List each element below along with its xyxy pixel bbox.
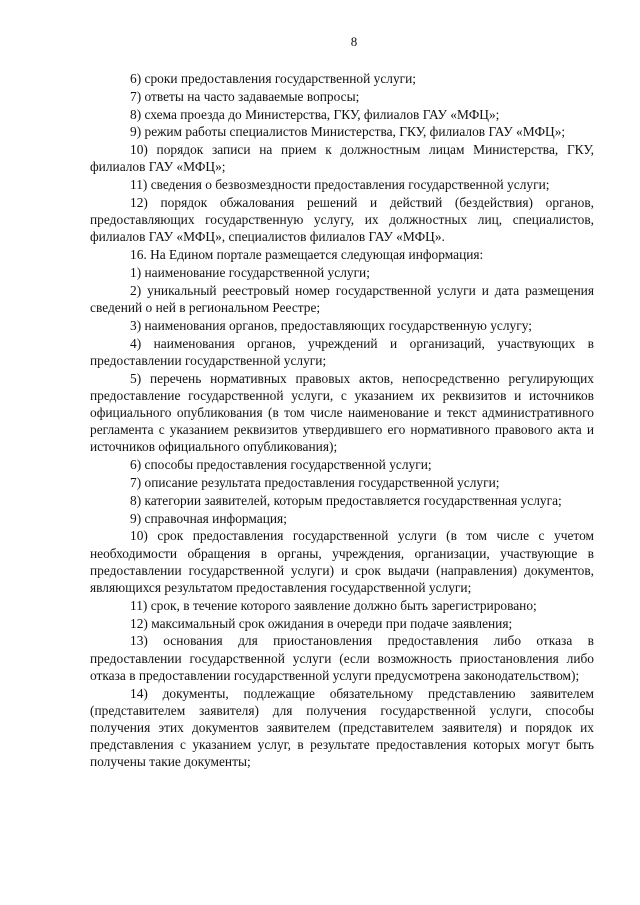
paragraph: 5) перечень нормативных правовых актов, непосредственно регулирующих предоставление государственной услуги, с указанием их реквизитов и источников официального опубликования (в том числе наименование и текст административного регламента с указанием реквизитов утвердившего его нормативного правового акта и источников официального опубликования);	[90, 370, 594, 455]
paragraph: 7) ответы на часто задаваемые вопросы;	[130, 88, 360, 104]
paragraph: 12) максимальный срок ожидания в очереди при подаче заявления;	[130, 615, 513, 631]
page-number: 8	[350, 34, 358, 49]
paragraph: 7) описание результата предоставления государственной услуги;	[130, 474, 500, 490]
paragraph: 1) наименование государственной услуги;	[130, 264, 370, 280]
paragraph: 14) документы, подлежащие обязательному представлению заявителем (представителем заявителя) для получения государственной услуги, способы получения этих документов заявителем (представителем заявителя) и порядок их представления с указанием услуг, в результате предоставления которых могут быть получены такие документы;	[90, 685, 594, 770]
paragraph: 9) режим работы специалистов Министерства, ГКУ, филиалов ГАУ «МФЦ»;	[130, 124, 566, 140]
paragraph: 6) сроки предоставления государственной услуги;	[130, 71, 417, 86]
paragraph: 16. На Едином портале размещается следующая информация:	[130, 247, 484, 263]
paragraph: 10) срок предоставления государственной услуги (в том числе с учетом необходимости обращения в органы, учреждения, организации, участвующие в предоставлении государственной услуги) и срок выдачи (направления) документов, являющихся результатом предоставления государственной услуги;	[90, 528, 594, 595]
paragraph: 8) категории заявителей, которым предоставляется государственная услуга;	[130, 492, 562, 508]
paragraph: 4) наименования органов, учреждений и организаций, участвующих в предоставлении государственной услуги;	[90, 335, 594, 368]
paragraph: 10) порядок записи на прием к должностным лицам Министерства, ГКУ, филиалов ГАУ «МФЦ»;	[90, 142, 594, 175]
paragraph: 12) порядок обжалования решений и действий (бездействия) органов, предоставляющих государственную услугу, их должностных лиц, специалистов, филиалов ГАУ «МФЦ», специалистов филиалов ГАУ «МФЦ».	[90, 194, 594, 245]
paragraph: 9) справочная информация;	[130, 510, 287, 526]
paragraph: 13) основания для приостановления предоставления либо отказа в предоставлении государственной услуги (если возможность приостановления либо отказа в предоставлении государственной услуги предусмотрена законодательством);	[90, 633, 594, 683]
document-body	[90, 70, 594, 771]
paragraph: 11) сведения о безвозмездности предоставления государственной услуги;	[130, 177, 550, 193]
paragraph: 2) уникальный реестровый номер государственной услуги и дата размещения сведений о ней в региональном Реестре;	[90, 282, 594, 315]
paragraph: 8) схема проезда до Министерства, ГКУ, филиалов ГАУ «МФЦ»;	[130, 106, 500, 122]
paragraph: 11) срок, в течение которого заявление должно быть зарегистрировано;	[130, 597, 537, 613]
paragraph: 6) способы предоставления государственной услуги;	[130, 457, 432, 473]
paragraph: 3) наименования органов, предоставляющих государственную услугу;	[130, 317, 532, 333]
